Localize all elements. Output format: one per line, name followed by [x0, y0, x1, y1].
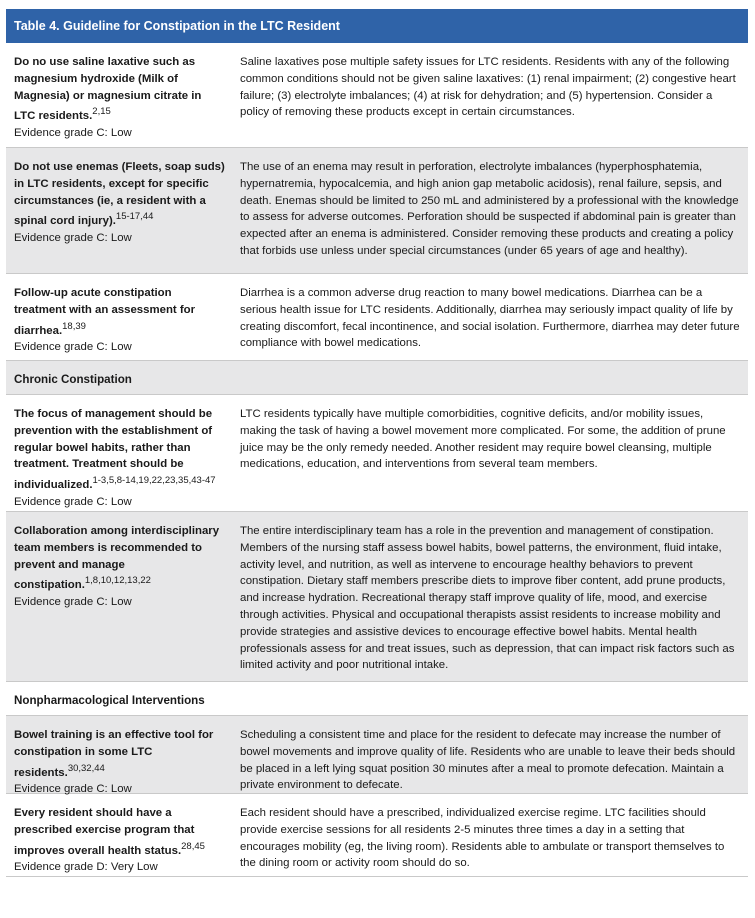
recommendation-text: Every resident should have a prescribed exercise program that improves overall health status. — [14, 807, 195, 857]
table-row — [6, 43, 748, 148]
rationale-cell: Scheduling a consistent time and place for the resident to defecate may increase the number of bowel movements and improve quality of life. Residents who are unable to leave their beds should be placed in a left lying squat position 30 minutes after a meal to promote defecation. Maintain a private environment to defecate. — [240, 729, 736, 792]
table-row — [6, 716, 748, 794]
recommendation-text: Collaboration among interdisciplinary team members is recommended to prevent and manage constipation. — [14, 525, 220, 592]
rationale-cell: Each resident should have a prescribed, individualized exercise regime. LTC facilities should provide exercise sessions for all residents 2-5 minutes three times a day in a setting that encourages mobility (eg, the living room). Residents able to ambulate or transport themselves to the dining room or activity room should do so. — [240, 807, 725, 870]
recommendation-cell — [6, 794, 233, 876]
evidence-grade: Evidence grade C: Low — [14, 595, 132, 608]
reference-superscript: 15-17,44 — [115, 211, 154, 223]
recommendation-cell — [6, 274, 233, 360]
recommendation-cell — [6, 512, 233, 681]
recommendation-cell — [6, 395, 233, 511]
reference-superscript: 1-3,5,8-14,19,22,23,35,43-47 — [92, 475, 216, 487]
recommendation-text: Bowel training is an effective tool for constipation in some LTC residents. — [14, 729, 214, 779]
table-title: Table 4. Guideline for Constipation in the LTC Resident — [6, 9, 748, 43]
evidence-grade: Evidence grade C: Low — [14, 126, 132, 139]
rationale-cell: Saline laxatives pose multiple safety issues for LTC residents. Residents with any of the following common conditions should not be given saline laxatives: (1) renal impairment; (2) congestive heart failure; (3) electrolyte imbalances; (4) at risk for dehydration; and (5) hypertension. Consider a policy of removing these products except in certain circumstances. — [240, 56, 736, 119]
recommendation-text: The focus of management should be prevention with the establishment of regular bowel habits, rather than treatment. Treatment should be individualized. — [14, 408, 213, 491]
recommendation-text: Do no use saline laxative such as magnesium hydroxide (Milk of Magnesia) or magnesium citrate in LTC residents. — [14, 56, 202, 123]
recommendation-text: Follow-up acute constipation treatment with an assessment for diarrhea. — [14, 287, 196, 337]
table-row — [6, 794, 748, 877]
reference-superscript: 18,39 — [62, 320, 86, 332]
table-body — [6, 43, 748, 877]
recommendation-cell — [6, 148, 233, 273]
section-row — [6, 361, 748, 395]
reference-superscript: 28,45 — [181, 840, 205, 852]
rationale-cell: The entire interdisciplinary team has a role in the prevention and management of constipation. Members of the nursing staff assess bowel habits, bowel patterns, the environment, fluid intake, activity level, and nutrition, as well as intervene to encourage healthy behaviors to prevent constipation. Dietary staff members prescribe diets to improve fiber content, add prune products, and increase hydration. Recreational therapy staff improve quality of life, mood, and exercise through activities. Physical and occupational therapists assist residents to increase mobility and provide strategies and assistive devices to encourage effective bowel habits. Mental health professionals assess for and treat issues, such as depression, that can impact risk factors such as limited activity and poor nutritional intake. — [240, 525, 735, 672]
section-heading: Chronic Constipation — [14, 373, 132, 386]
table-row — [6, 148, 748, 274]
recommendation-cell — [6, 43, 233, 147]
recommendation-text: Do not use enemas (Fleets, soap suds) in LTC residents, except for specific circumstances (ie, a resident with a spinal cord injury). — [14, 161, 225, 228]
rationale-cell: LTC residents typically have multiple comorbidities, cognitive deficits, and/or mobility issues, making the task of having a bowel movement more complicated. For some, the addition of prune juice may be the only remedy needed. Another resident may require bowel cleansing, multiple medications, education, and interventions from several team members. — [240, 408, 726, 471]
rationale-cell: The use of an enema may result in perforation, electrolyte imbalances (hyperphosphatemia, hypernatremia, hypocalcemia, and high anion gap metabolic acidosis), renal failure, sepsis, and death. Enemas should be limited to 250 mL and administered by a professional with the knowledge to assess for adverse outcomes. Perforation should be suspected if abdominal pain is greater than expected after an enema is administered. Consider removing these products and creating a policy that forbids use unless under special circumstances (under 65 years of age and healthy). — [240, 161, 739, 257]
reference-superscript: 1,8,10,12,13,22 — [84, 575, 151, 587]
evidence-grade: Evidence grade C: Low — [14, 341, 132, 354]
recommendation-cell — [6, 716, 233, 796]
guideline-table — [6, 9, 748, 877]
table-row — [6, 395, 748, 512]
section-row — [6, 682, 748, 716]
table-row — [6, 274, 748, 361]
reference-superscript: 2,15 — [92, 106, 111, 118]
evidence-grade: Evidence grade C: Low — [14, 783, 132, 796]
section-heading: Nonpharmacological Interventions — [14, 694, 205, 707]
evidence-grade: Evidence grade C: Low — [14, 231, 132, 244]
evidence-grade: Evidence grade C: Low — [14, 495, 132, 508]
rationale-cell: Diarrhea is a common adverse drug reaction to many bowel medications. Diarrhea can be a serious health issue for LTC residents. Additionally, diarrhea may seriously impact quality of life by creating discomfort, fecal incontinence, and social isolation. Furthermore, diarrhea may deter future compliance with bowel medications. — [240, 287, 740, 350]
evidence-grade: Evidence grade D: Very Low — [14, 861, 158, 874]
table-row — [6, 512, 748, 682]
reference-superscript: 30,32,44 — [67, 762, 105, 774]
